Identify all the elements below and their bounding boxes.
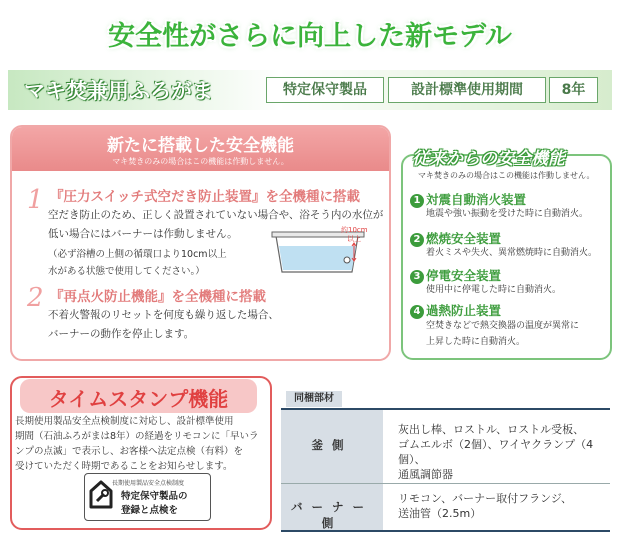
number-badge-icon: 2 <box>410 233 424 247</box>
accessories-item: 通風調節器 <box>398 468 453 481</box>
accessories-label: 同梱部材 <box>286 391 342 407</box>
conventional-item-name: 停電安全装置 <box>426 268 502 283</box>
conventional-item-desc: 地震や強い振動を受けた時に自動消火。 <box>426 209 589 219</box>
conventional-item-name: 燃焼安全装置 <box>426 231 502 246</box>
conventional-item-desc: 使用中に停電した時に自動消火。 <box>426 285 562 295</box>
maintenance-mark-caption: 長期使用製品安全点検制度 <box>112 480 185 487</box>
feature-number-1: 1 <box>27 185 44 215</box>
conventional-features-subtitle: マキ焚きのみの場合はこの機能は作動しません。 <box>418 171 595 180</box>
conventional-item-desc: 着火ミスや失火、異常燃焼時に自動消火。 <box>426 248 598 258</box>
spec-badge-period-label: 設計標準使用期間 <box>388 77 546 103</box>
headline: 安全性がさらに向上した新モデル <box>108 21 512 52</box>
accessories-item: ゴムエルボ（2個）、ワイヤクランプ（4個）、 <box>398 438 594 466</box>
number-badge-icon: 3 <box>410 270 424 284</box>
water-level-callout-2: 以上 <box>347 235 361 243</box>
timestamp-title: タイムスタンプ機能 <box>48 387 229 411</box>
conventional-features-title: 従来からの安全機能 <box>412 149 565 169</box>
accessories-item: 送油管（2.5m） <box>398 507 482 520</box>
feature-text-2a: 不着火警報のリセットを何度も繰り返した場合、 <box>48 309 279 321</box>
spec-badge-period-value: 8年 <box>549 77 598 103</box>
accessories-item: 灰出し棒、ロストル、ロストル受板、 <box>398 423 585 436</box>
conventional-item-4 <box>410 301 501 319</box>
accessories-row-head: バーナー側 <box>291 500 373 530</box>
conventional-item-desc: 空焚きなどで熱交換器の温度が異常に <box>426 321 580 331</box>
accessories-row-head: 釜側 <box>311 438 353 452</box>
timestamp-text <box>15 414 268 474</box>
conventional-item-name: 過熱防止装置 <box>426 303 502 318</box>
conventional-item-name: 対震自動消火装置 <box>426 192 527 207</box>
timestamp-line: 長期使用製品安全点検制度に対応し、設計標準使用 <box>15 416 234 427</box>
maintenance-mark-line-2: 登録と点検を <box>121 505 179 516</box>
feature-number-2: 2 <box>27 283 44 313</box>
number-badge-icon: 4 <box>410 305 424 319</box>
feature-title-1: 『圧力スイッチ式空だき防止装置』を全機種に搭載 <box>50 189 360 205</box>
number-badge-icon: 1 <box>410 194 424 208</box>
accessories-item: リモコン、バーナー取付フランジ、 <box>398 492 572 505</box>
feature-text-2b: バーナーの動作を停止します。 <box>48 328 195 340</box>
product-name: マキ焚兼用ふろがま <box>24 79 213 103</box>
timestamp-line: ンプの点滅」で表示し、お客様へ法定点検（有料）を <box>15 446 244 457</box>
timestamp-line: 期間（石油ふろがまは8年）の経過をリモコンに「早いラ <box>15 431 259 442</box>
feature-title-2: 『再点火防止機能』を全機種に搭載 <box>50 289 266 305</box>
water-level-callout-1: 約10cm <box>341 226 368 234</box>
feature-text-1a: 空だき防止のため、正しく設置されていない場合や、浴そう内の水位が <box>48 209 384 221</box>
accessories-row-value <box>398 422 603 482</box>
spec-badge-maintenance: 特定保守製品 <box>266 77 384 103</box>
accessories-row-divider <box>281 483 610 484</box>
feature-text-1b: 低い場合にはバーナーは作動しません。 <box>48 228 238 240</box>
conventional-item-desc: 上昇した時に自動消火。 <box>426 337 526 347</box>
feature-note-1a: （必ず浴槽の上側の循環口より10cm以上 <box>48 249 227 260</box>
accessories-row-value <box>398 491 603 521</box>
house-tool-icon <box>89 479 113 513</box>
new-features-subtitle: マキ焚きのみの場合はこの機能は作動しません。 <box>112 157 289 166</box>
maintenance-mark-line-1: 特定保守製品の <box>121 491 188 502</box>
timestamp-line: 受けていただく時期であることをお知らせします。 <box>15 461 233 472</box>
feature-note-1b: 水がある状態で使用してください。） <box>48 266 205 277</box>
new-features-title: 新たに搭載した安全機能 <box>107 136 294 156</box>
